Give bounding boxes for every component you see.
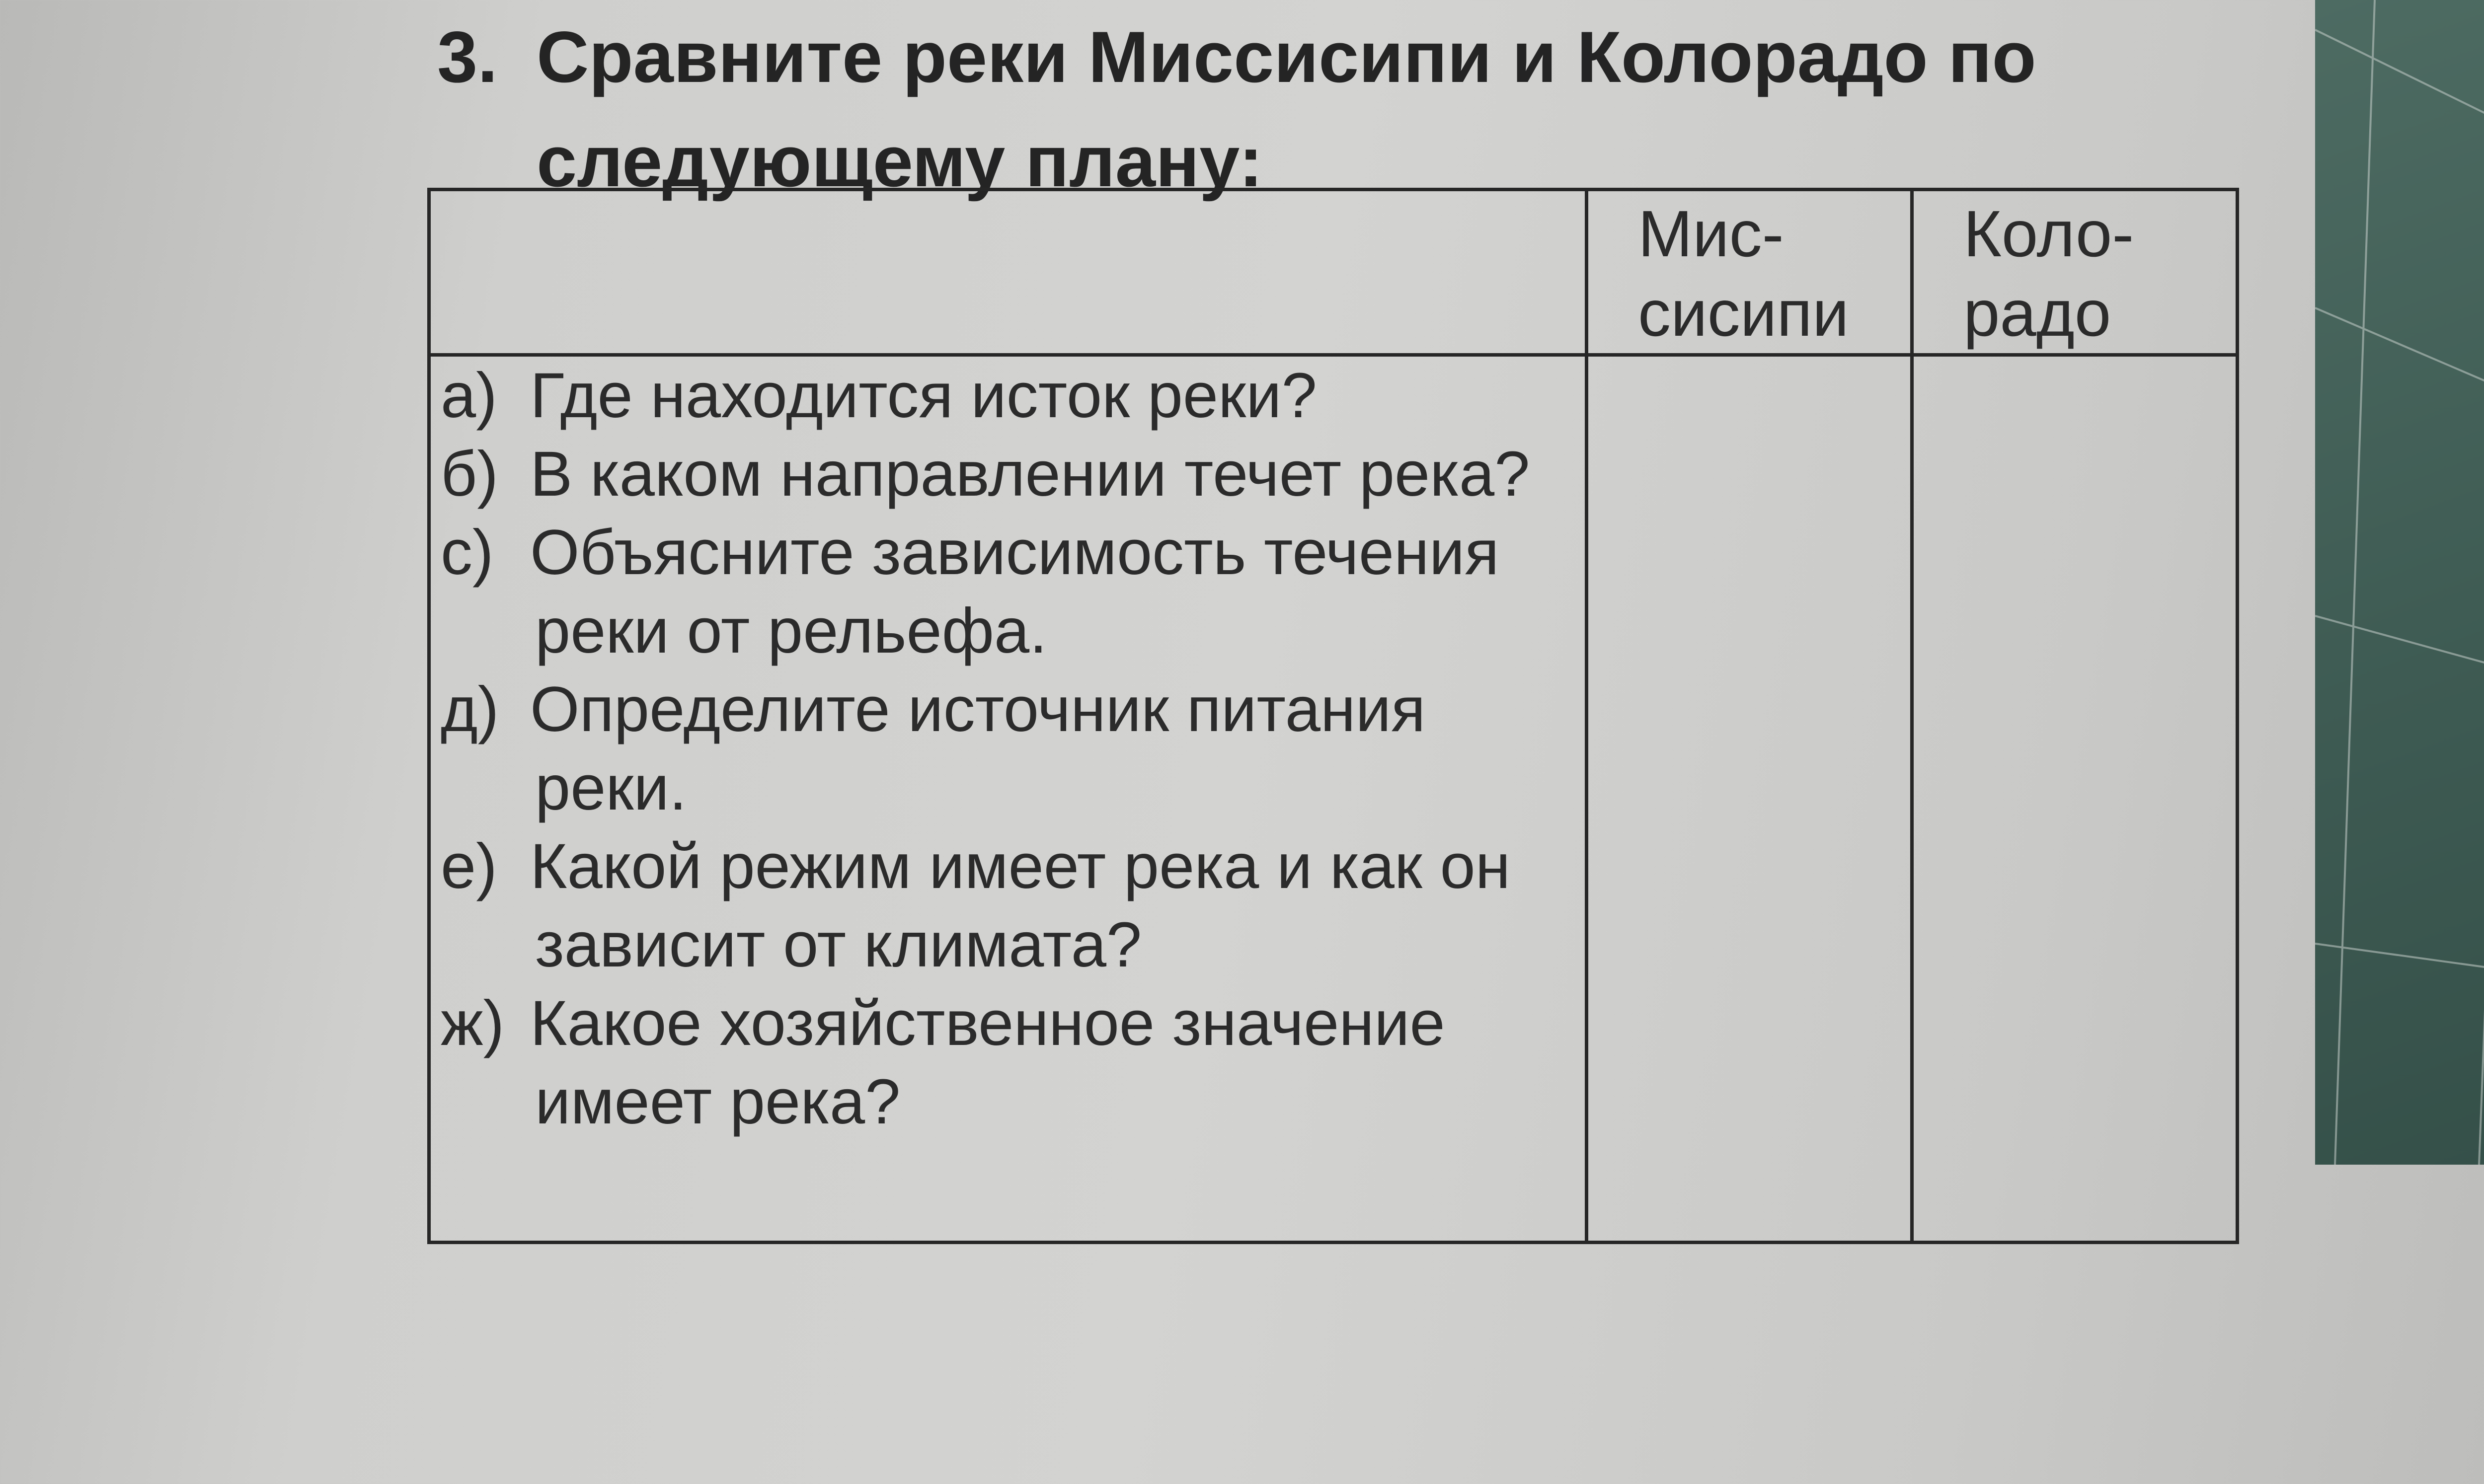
header-mississippi <box>1587 190 1912 355</box>
question-e <box>441 827 1580 984</box>
header-colorado-line1: Коло- <box>1963 197 2134 270</box>
table-body-row <box>429 355 2238 1243</box>
question-text: Определите источник питания реки. <box>530 674 1426 823</box>
question-text: Какой режим имеет река и как он зависит от климата? <box>530 831 1511 980</box>
header-colorado-line2: радо <box>1963 277 2111 350</box>
task-title <box>437 5 2226 214</box>
question-zh <box>441 984 1580 1141</box>
header-colorado <box>1912 190 2238 355</box>
question-text: Объясните зависимость течения реки от рельефа. <box>530 517 1499 667</box>
header-mississippi-line1: Мис- <box>1638 197 1784 270</box>
map-illustration <box>2315 0 2484 1165</box>
question-d <box>441 670 1580 827</box>
question-label: е) <box>441 831 497 902</box>
answer-cell-mississippi[interactable] <box>1587 355 1912 1243</box>
question-text: Где находится исток реки? <box>530 360 1317 431</box>
question-a <box>441 357 1580 435</box>
question-label: а) <box>441 360 497 431</box>
question-b <box>441 435 1580 514</box>
comparison-table <box>427 188 2239 1244</box>
task-number: 3. <box>437 16 498 97</box>
question-label: б) <box>441 439 498 510</box>
header-mississippi-line2: сисипи <box>1638 277 1849 350</box>
answer-cell-colorado[interactable] <box>1912 355 2238 1243</box>
question-label: с) <box>441 517 494 588</box>
question-text: Какое хозяйственное значение имеет река? <box>530 988 1445 1137</box>
header-empty-cell <box>429 190 1587 355</box>
question-c <box>441 514 1580 670</box>
question-label: д) <box>441 674 499 745</box>
question-label: ж) <box>441 988 505 1059</box>
table-header-row <box>429 190 2238 355</box>
task-title-line2: следующему плану: <box>537 121 1263 202</box>
questions-cell <box>429 355 1587 1243</box>
question-text: В каком направлении течет река? <box>530 439 1530 510</box>
task-title-line1: Сравните реки Миссисипи и Колорадо по <box>537 16 2036 97</box>
